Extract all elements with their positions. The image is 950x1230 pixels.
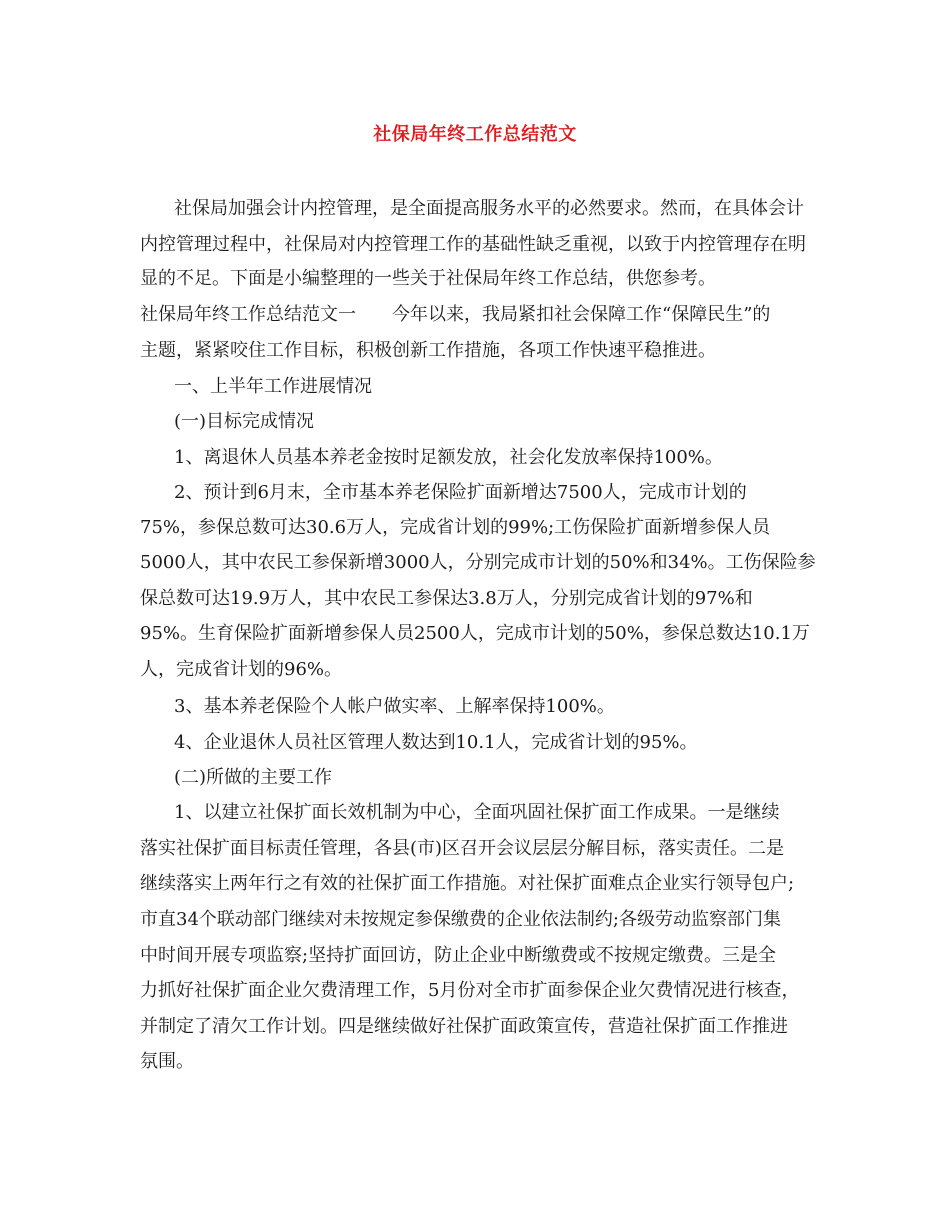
- paragraph-line: 中时间开展专项监察;坚持扩面回访，防止企业中断缴费或不按规定缴费。三是全: [140, 945, 777, 966]
- paragraph-line: 市直34个联动部门继续对未按规定参保缴费的企业依法制约;各级劳动监察部门集: [140, 909, 781, 930]
- list-item: 3、基本养老保险个人帐户做实率、上解率保持100%。: [174, 696, 615, 717]
- paragraph-line: 力抓好社保扩面企业欠费清理工作，5月份对全市扩面参保企业欠费情况进行核查，: [140, 980, 800, 1001]
- paragraph-line: 并制定了清欠工作计划。四是继续做好社保扩面政策宣传，营造社保扩面工作推进: [140, 1016, 788, 1037]
- paragraph-line: 显的不足。下面是小编整理的一些关于社保局年终工作总结，供您参考。: [140, 268, 716, 289]
- paragraph-line: 75%，参保总数可达30.6万人，完成省计划的99%;工伤保险扩面新增参保人员: [140, 517, 771, 538]
- paragraph-line: 内控管理过程中，社保局对内控管理工作的基础性缺乏重视，以致于内控管理存在明: [140, 234, 806, 255]
- list-item: 2、预计到6月末，全市基本养老保险扩面新增达7500人，完成市计划的: [174, 482, 747, 503]
- paragraph-line: 95%。生育保险扩面新增参保人员2500人，完成市计划的50%，参保总数达10.1万: [140, 623, 810, 644]
- paragraph-line: 继续落实上两年行之有效的社保扩面工作措施。对社保扩面难点企业实行领导包户;: [140, 873, 795, 894]
- paragraph-line: 5000人，其中农民工参保新增3000人，分别完成市计划的50%和34%。工伤保险参: [140, 552, 816, 573]
- subsection-heading: (二)所做的主要工作: [174, 767, 333, 788]
- paragraph-line: 落实社保扩面目标责任管理，各县(市)区召开会议层层分解目标，落实责任。二是: [140, 838, 785, 859]
- subsection-heading: (一)目标完成情况: [174, 411, 315, 432]
- paragraph-line: 主题，紧紧咬住工作目标，积极创新工作措施，各项工作快速平稳推进。: [140, 340, 716, 361]
- paragraph-line: 社保局加强会计内控管理，是全面提高服务水平的必然要求。然而，在具体会计: [174, 198, 804, 219]
- paragraph-line: 氛围。: [140, 1051, 194, 1072]
- paragraph-line: 保总数可达19.9万人，其中农民工参保达3.8万人，分别完成省计划的97%和: [140, 588, 753, 609]
- list-item: 1、离退休人员基本养老金按时足额发放，社会化发放率保持100%。: [174, 447, 723, 468]
- list-item: 1、以建立社保扩面长效机制为中心，全面巩固社保扩面工作成果。一是继续: [174, 802, 780, 823]
- list-item: 4、企业退休人员社区管理人数达到10.1人，完成省计划的95%。: [174, 732, 698, 753]
- paragraph-line: 社保局年终工作总结范文一 今年以来，我局紧扣社会保障工作“保障民生”的: [140, 304, 771, 325]
- paragraph-line: 人，完成省计划的96%。: [140, 659, 343, 680]
- document-title: 社保局年终工作总结范文: [373, 124, 577, 145]
- section-heading: 一、上半年工作进展情况: [174, 376, 372, 397]
